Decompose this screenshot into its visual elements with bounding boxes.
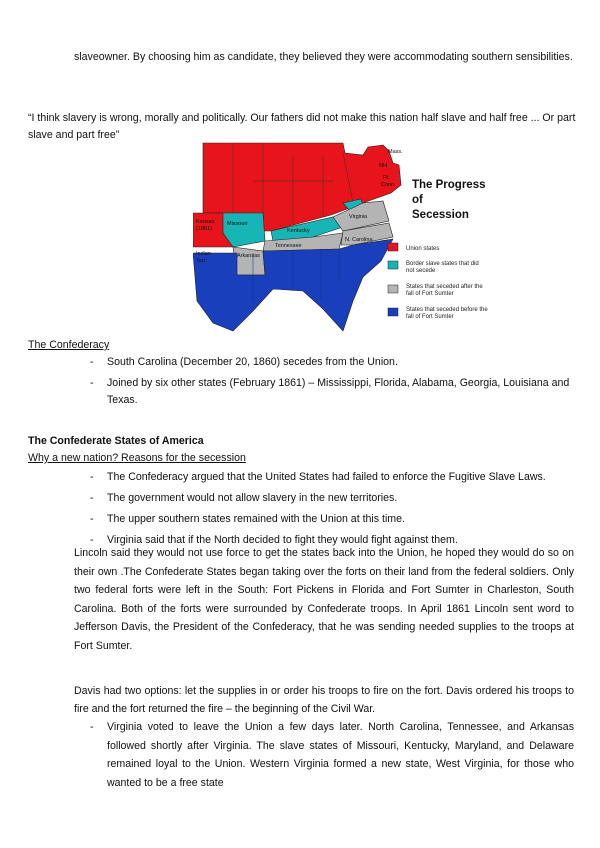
map-label-virginia: Virginia bbox=[349, 214, 368, 220]
map-title-line1: The Progress bbox=[412, 179, 486, 191]
list-item: - The Confederacy argued that the United States had failed to enforce the Fugitive Slave Laws. bbox=[90, 471, 546, 483]
map-title-line2: of bbox=[412, 194, 423, 206]
list-item: - Joined by six other states (February 1861) – Mississippi, Florida, Alabama, Georgia, Louisiana and Texas. bbox=[90, 377, 570, 406]
map-label-ncarolina: N. Carolina bbox=[345, 237, 373, 243]
svg-text:not secede: not secede bbox=[406, 268, 436, 274]
list-item: - South Carolina (December 20, 1860) secedes from the Union. bbox=[90, 356, 398, 368]
map-title-line3: Secession bbox=[412, 209, 469, 221]
svg-text:Border slave states that did: Border slave states that did bbox=[406, 261, 479, 267]
map-label-tennessee: Tennessee bbox=[275, 243, 302, 249]
csa-heading: The Confederate States of America bbox=[28, 435, 204, 447]
list-item: - Virginia said that if the North decided to fight they would fight against them. bbox=[90, 534, 458, 546]
confederacy-heading: The Confederacy bbox=[28, 339, 110, 351]
list-item: - Virginia voted to leave the Union a few days later. North Carolina, Tennessee, and Arkansas followed shortly after Virginia. The slave states of Missouri, Kentucky, Maryland, and Delaware remained loyal to the Union. Western Virginia formed a new state, West Virginia, for those who wanted to be a free state bbox=[90, 721, 574, 789]
list-item: - The government would not allow slavery in the new territories. bbox=[90, 492, 398, 504]
secession-map bbox=[193, 141, 528, 334]
arkansas-region bbox=[233, 247, 265, 275]
map-label-kansas-year: (1861) bbox=[196, 226, 212, 232]
final-list bbox=[90, 718, 574, 792]
lincoln-paragraph: Lincoln said they would not use force to get the states back into the Union, he hoped they would do so on their own .The Confederate States began taking over the forts on their land from the federal soldiers. Only two federal forts were left in the South: Fort Pickens in Florida and Fort Sumter in Charleston, South Carolina. Both of the forts were surrounded by Confederate troops. In April 1861 Lincoln sent word to Jefferson Davis, the President of the Confederacy, that he was sending needed supplies to the troops at Fort Sumter. bbox=[74, 547, 574, 652]
map-label-kentucky: Kentucky bbox=[287, 228, 310, 234]
confederacy-list bbox=[90, 354, 574, 409]
map-label-ri: RI bbox=[383, 175, 389, 181]
list-item: - The upper southern states remained with the Union at this time. bbox=[90, 513, 405, 525]
lincoln-quote: “I think slavery is wrong, morally and politically. Our fathers did not make this nation half slave and half free ... Or part slave and part free” bbox=[28, 112, 576, 141]
svg-text:fall of Fort Sumter: fall of Fort Sumter bbox=[406, 291, 454, 297]
intro-paragraph: slaveowner. By choosing him as candidate, they believed they were accommodating southern sensibilities. bbox=[74, 51, 573, 63]
reasons-list bbox=[90, 469, 574, 549]
map-label-missouri: Missouri bbox=[227, 221, 248, 227]
map-label-kansas: Kansas bbox=[196, 219, 215, 225]
svg-text:States that seceded after the: States that seceded after the bbox=[406, 284, 483, 290]
map-label-arkansas: Arkansas bbox=[237, 253, 260, 259]
map-label-terr: Terr. bbox=[196, 258, 207, 264]
reasons-heading: Why a new nation? Reasons for the secession bbox=[28, 452, 246, 464]
map-label-indian: Indian bbox=[196, 251, 211, 257]
svg-text:Union states: Union states bbox=[406, 246, 440, 252]
svg-text:States that seceded before the: States that seceded before the bbox=[406, 307, 488, 313]
secession-map-image bbox=[193, 141, 528, 334]
map-label-mass: Mass. bbox=[388, 149, 403, 155]
map-label-nh: NH bbox=[379, 163, 387, 169]
davis-paragraph: Davis had two options: let the supplies in or order his troops to fire on the fort. Davis ordered his troops to fire and the fort returned the fire – the beginning of the Civil War. bbox=[74, 685, 574, 715]
missouri-region bbox=[223, 213, 265, 247]
svg-text:fall of Fort Sumter: fall of Fort Sumter bbox=[406, 314, 454, 320]
map-label-conn: Conn. bbox=[381, 182, 396, 188]
